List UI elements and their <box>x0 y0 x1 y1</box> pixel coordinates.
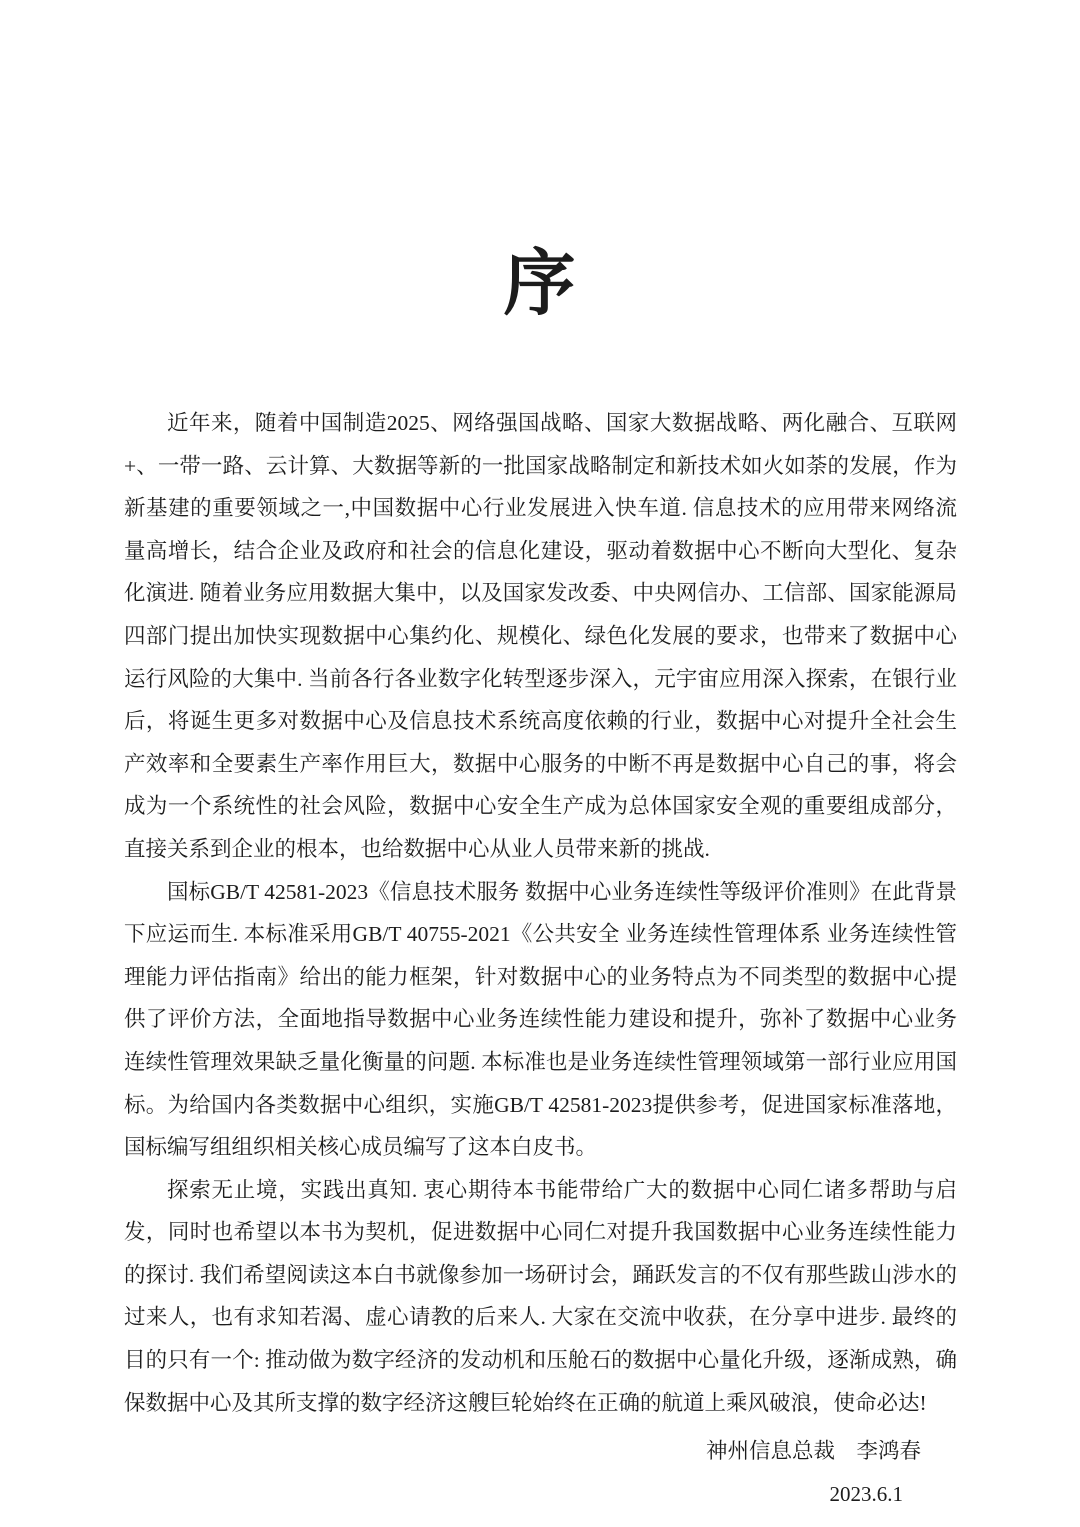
page-title: 序 <box>503 244 578 324</box>
signature-line: 神州信息总裁 李鸿春 <box>705 1439 921 1464</box>
paragraph-3: 探索无止境，实践出真知. 衷心期待本书能带给广大的数据中心同仁诸多帮助与启发，同时也希望以本书为契机，促进数据中心同仁对提升我国数据中心业务连续性能力的探讨. 我们希望阅读这本白书就像参加一场研讨会，踊跃发言的不仅有那些跋山涉水的过来人，也有求知若渴、虚心请教的后来人. 大家在交流中收获，在分享中进步. 最终的目的只有一个: 推动做为数字经济的发动机和压舱石的数据中心量化升级，逐渐成熟，确保数据中心及其所支撑的数字经济这艘巨轮始终在正确的航道上乘风破浪，使命必达! <box>124 1177 957 1415</box>
paragraph-2: 国标GB/T 42581-2023《信息技术服务 数据中心业务连续性等级评价准则》在此背景下应运而生. 本标准采用GB/T 40755-2021《公共安全 业务连续性管理体系 业务连续性管理能力评估指南》给出的能力框架，针对数据中心的业务特点为不同类型的数据中心提供了评价方法，全面地指导数据中心业务连续性能力建设和提升，弥补了数据中心业务连续性管理效果缺乏量化衡量的问题. 本标准也是业务连续性管理领域第一部行业应用国标。为给国内各类数据中心组织，实施GB/T 42581-2023提供参考，促进国家标准落地，国标编写组组织相关核心成员编写了这本白皮书。 <box>124 879 957 1160</box>
date-line: 2023.6.1 <box>829 1481 903 1506</box>
paragraph-1: 近年来，随着中国制造2025、网络强国战略、国家大数据战略、两化融合、互联网+、一带一路、云计算、大数据等新的一批国家战略制定和新技术如火如荼的发展，作为新基建的重要领域之一,中国数据中心行业发展进入快车道. 信息技术的应用带来网络流量高增长，结合企业及政府和社会的信息化建设，驱动着数据中心不断向大型化、复杂化演进. 随着业务应用数据大集中，以及国家发改委、中央网信办、工信部、国家能源局四部门提出加快实现数据中心集约化、规模化、绿色化发展的要求，也带来了数据中心运行风险的大集中. 当前各行各业数字化转型逐步深入，元宇宙应用深入探索，在银行业后，将诞生更多对数据中心及信息技术系统高度依赖的行业，数据中心对提升全社会生产效率和全要素生产率作用巨大，数据中心服务的中断不再是数据中心自己的事，将会成为一个系统性的社会风险，数据中心安全生产成为总体国家安全观的重要组成部分，直接关系到企业的根本，也给数据中心从业人员带来新的挑战. <box>124 411 957 861</box>
page-content <box>124 0 957 1515</box>
preface-body <box>124 402 957 1424</box>
